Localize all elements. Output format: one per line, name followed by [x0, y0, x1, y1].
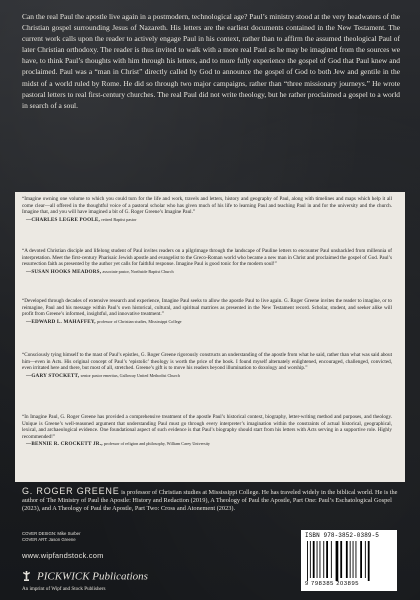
endorsement — [22, 196, 392, 223]
endorsement-text: “Developed through decades of extensive research and experience, Imagine Paul seeks to allow the apostle Paul to live again. G. Roger Greene invites the reader to imagine, or to reimagine, Paul and his message within Paul’s own historical, cultural, and spiritual matrices as presented in the New Testament record. Scholar, student, and seeker alike will profit from Greene’s informed, insightful, and innovative treatment.” — [22, 298, 392, 318]
publisher-block — [22, 567, 148, 592]
barcode-bar — [317, 541, 318, 578]
cover-credits — [22, 531, 81, 542]
endorsement-text: “In Imagine Paul, G. Roger Greene has provided a comprehensive treatment of the apostle Paul’s historical context, biography, letter-writing method and purposes, and theology. Unique is Greene’s well-reasoned argument that understanding Paul must go through every interpreter’s imagination within the constraints of actual historical, geographical, lexical, and archaeological evidence. One foundational aspect of such evidence is that Paul’s biography should start from his letters with Acts serving in a supportive role. Highly recommended!” — [22, 414, 392, 440]
barcode-bar — [350, 541, 351, 578]
endorsement — [22, 298, 392, 325]
endorsement — [22, 352, 392, 379]
barcode-bar — [365, 541, 366, 578]
endorser-role: retired Baptist pastor — [101, 216, 137, 222]
endorsement-text: “A devoted Christian disciple and lifelong student of Paul invites readers on a pilgrimage through the landscape of Pauline letters to encounter Paul unshackled from millennia of interpretation. Meet the first-century Pharisaic Jewish apostle and evangelist to the Greco-Roman world who became a new man in Christ and proclaimed the gospel of God. Paul’s resurrection faith as presented by the author yet calls for faithful response. Imagine Paul is good tonic for the modern soul!” — [22, 248, 392, 268]
endorser-name: —EDWARD L. MAHAFFEY, — [26, 318, 96, 325]
cover-design-credit: COVER DESIGN: Mike Surber — [22, 531, 81, 536]
barcode-digits: 9 798385 203895 — [305, 581, 360, 587]
barcode-bar — [323, 541, 324, 578]
endorser-name: —SUSAN HOOKS MEADORS, — [26, 268, 102, 275]
endorsement-text: “Imagine owning one volume to which you could turn for the life and work, travels and letters, history and geography of Paul, along with timelines and maps which help it all come clear—all offered in the thoughtful voice of a pastoral scholar who has given much of his life to learning Paul and teaching Paul in and for the university and the church. Imagine that, and you will have imagined a bit of G. Roger Greene’s Imagine Paul.” — [22, 196, 392, 216]
barcode-bar — [346, 541, 348, 578]
barcode-bar — [320, 541, 321, 578]
barcode-bar — [353, 541, 354, 578]
barcode-bar — [340, 541, 342, 578]
endorser-name: —CHARLES LEGRE POOLE, — [26, 216, 101, 223]
cover-art-credit: COVER ART: Jason Greene — [22, 536, 76, 542]
endorsement — [22, 414, 392, 448]
isbn-barcode — [301, 530, 397, 591]
endorser-name: —BENNIE R. CROCKETT JR., — [26, 441, 103, 448]
barcode-bar — [331, 541, 332, 578]
barcode-bar — [326, 541, 328, 578]
author-name: G. ROGER GREENE — [22, 486, 120, 496]
publisher-tagline: An imprint of Wipf and Stock Publishers — [22, 586, 106, 592]
endorser-role: professor of religion and philosophy, William Carey University — [103, 441, 210, 447]
book-description: Can the real Paul the apostle live again in a postmodern, technological age? Paul’s ministry stood at the very headwaters of the Christian gospel surrounding Jesus of Nazareth. His letters are the earliest documents contained in the New Testament. The current work calls upon the reader to actively engage Paul in his context, rather than to affirm the assumed theological Paul of later Christian orthodoxy. The reader is thus invited to walk with a more real Paul as he may be imagined from the sources we have, to think Paul’s thoughts with him through his letters, and to more fully experience the gospel of God that Paul knew and proclaimed. Paul was a “man in Christ” directly called by God to announce the gospel of God to both Jew and gentile in the midst of a world ruled by Rome. He did so through two major campaigns, rather than “three missionary journeys.” He wrote pastoral letters to real first-century churches. The real Paul did not write theology, but he rather proclaimed a gospel to a world in search of a soul. — [22, 12, 400, 110]
endorser-name: —GARY STOCKETT, — [26, 372, 80, 379]
barcode-bar — [336, 541, 339, 581]
endorsement-text: “Consciously tying himself to the mast of Paul’s epistles, G. Roger Greene rigorously constructs an understanding of the apostle from what he said, rather than what was said about him—even in Acts. His original concept of Paul’s ‘epistolic’ theology is worth the price of the book. I found myself alternately enlightened, encouraged, challenged, convicted, even irritated here and there, but most of all, stretched. Greene’s gift is to move his readers beyond illumination to doxology and worship.” — [22, 352, 392, 372]
publisher-website: www.wipfandstock.com — [22, 551, 104, 560]
endorser-role: senior pastor emeritus, Galloway United Methodist Church — [80, 372, 180, 378]
barcode-bar — [307, 541, 308, 581]
endorser-role: professor of Christian studies, Mississippi College — [97, 318, 182, 324]
isbn-text: ISBN 978-3852-0389-5 — [305, 532, 380, 539]
barcode-bars — [305, 541, 393, 581]
endorsement — [22, 248, 392, 275]
author-bio-text: is professor of Christian studies at Mississippi College. He has traveled widely in the biblical world. He is the author of The Ministry of Paul the Apostle: History and Redaction (2019), A Theology of Paul the Apostle, Part One: Paul’s Eschatological Gospel (2023), and A Theology of Paul the Apostle, Part Two: Cross and Atonement (2023). — [22, 489, 398, 513]
endorser-role: associate pastor, Northside Baptist Church — [102, 268, 174, 274]
author-bio — [22, 487, 399, 513]
barcode-bar — [310, 541, 311, 578]
barcode-bar — [356, 541, 357, 578]
barcode-bar — [368, 541, 370, 581]
publisher-name: PICKWICK Publications — [37, 570, 148, 583]
barcode-bar — [313, 541, 315, 578]
barcode-bar — [360, 541, 362, 578]
publisher-logo-icon — [22, 571, 31, 581]
